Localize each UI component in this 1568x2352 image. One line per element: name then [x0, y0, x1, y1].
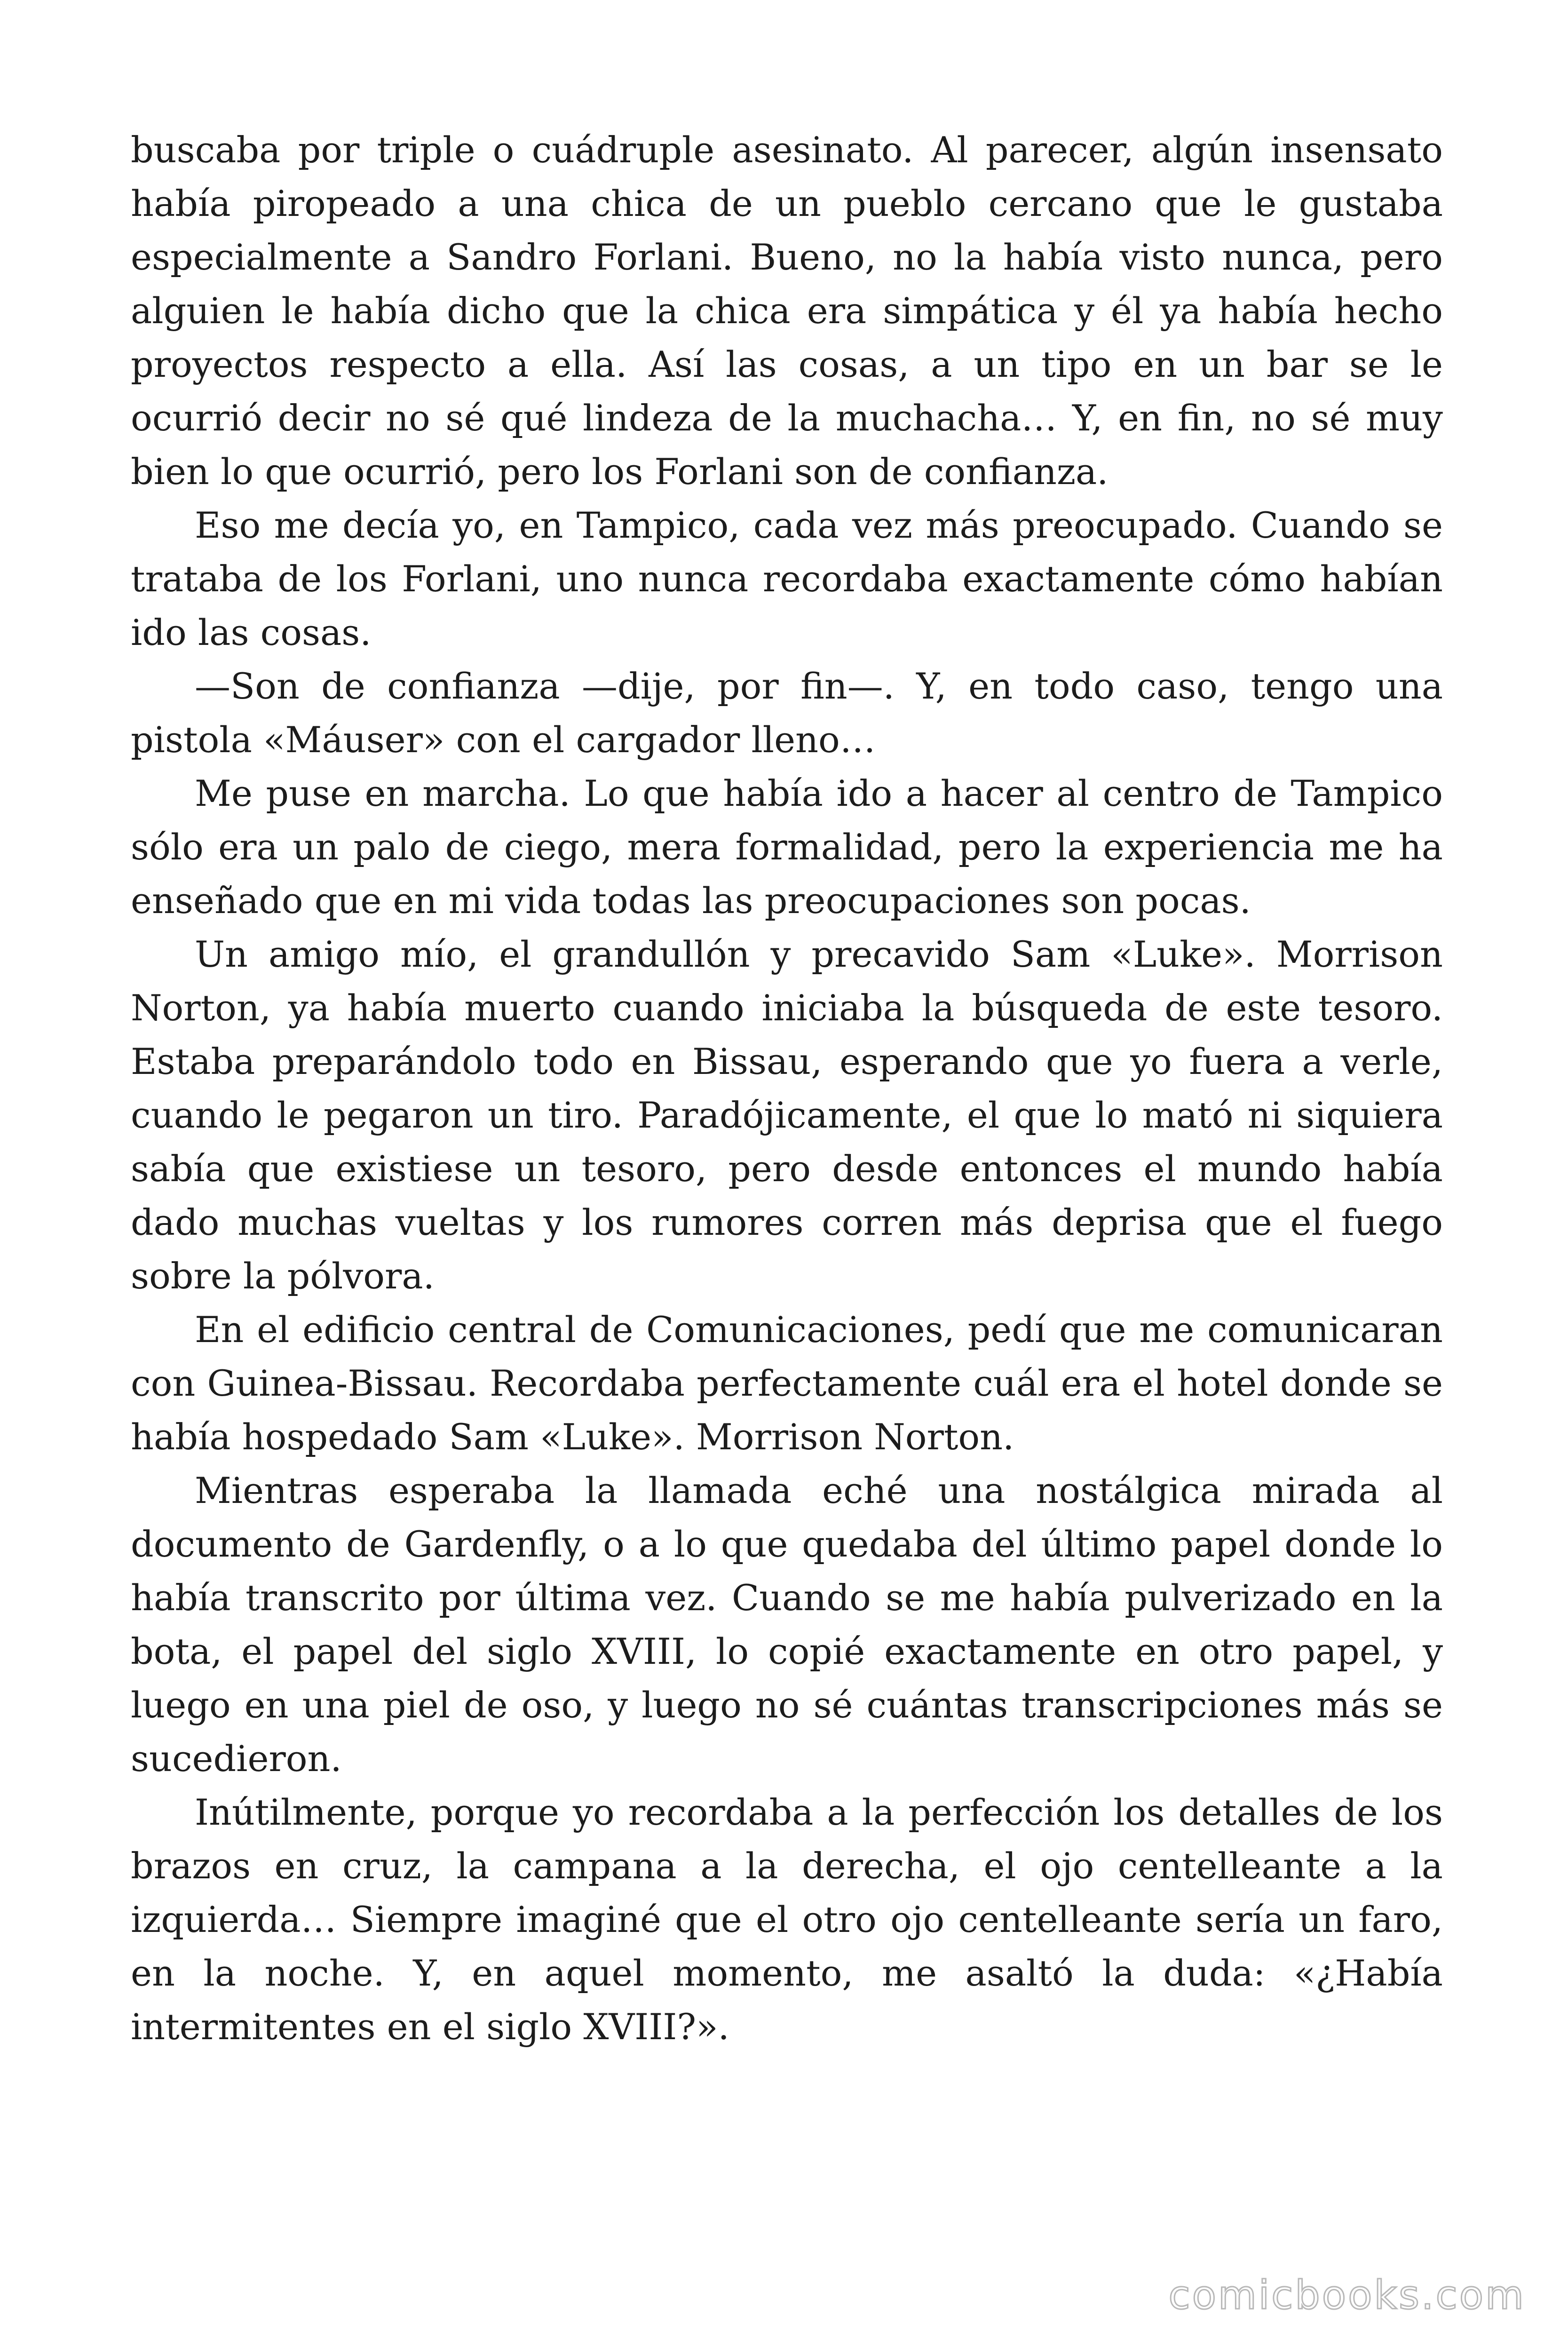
paragraph-1: buscaba por triple o cuádruple asesinato. Al parecer, algún insensato había piropeado a una chica de un pueblo cercano que le gustaba especialmente a Sandro Forlani. Bueno, no la había visto nunca, pero alguien le había dicho que la chica era simpática y él ya había hecho proyectos respecto a ella. Así las cosas, a un tipo en un bar se le ocurrió decir no sé qué lindeza de la muchacha… Y, en fin, no sé muy bien lo que ocurrió, pero los Forlani son de confianza. — [131, 129, 1443, 493]
watermark: comicbooks.com — [1168, 2272, 1526, 2318]
paragraph-8: Inútilmente, porque yo recordaba a la perfección los detalles de los brazos en cruz, la campana a la derecha, el ojo centelleante a la izquierda… Siempre imaginé que el otro ojo centelleante sería un faro, en la noche. Y, en aquel momento, me asaltó la duda: «¿Había intermitentes en el siglo XVIII?». — [131, 1791, 1443, 2048]
book-page — [131, 123, 1443, 2054]
paragraph-4: Me puse en marcha. Lo que había ido a hacer al centro de Tampico sólo era un palo de ciego, mera formalidad, pero la experiencia me ha enseñado que en mi vida todas las preocupaciones son pocas. — [131, 772, 1443, 922]
paragraph-7: Mientras esperaba la llamada eché una nostálgica mirada al documento de Gardenfly, o a lo que quedaba del último papel donde lo había transcrito por última vez. Cuando se me había pulverizado en la bota, el papel del siglo XVIII, lo copié exactamente en otro papel, y luego en una piel de oso, y luego no sé cuántas transcripciones más se sucedieron. — [131, 1470, 1443, 1780]
paragraph-5: Un amigo mío, el grandullón y precavido Sam «Luke». Morrison Norton, ya había muerto cuando iniciaba la búsqueda de este tesoro. Estaba preparándolo todo en Bissau, esperando que yo fuera a verle, cuando le pegaron un tiro. Paradójicamente, el que lo mató ni siquiera sabía que existiese un tesoro, pero desde entonces el mundo había dado muchas vueltas y los rumores corren más deprisa que el fuego sobre la pólvora. — [131, 933, 1443, 1297]
paragraph-2: Eso me decía yo, en Tampico, cada vez más preocupado. Cuando se trataba de los Forlani, uno nunca recordaba exactamente cómo habían ido las cosas. — [131, 504, 1443, 653]
paragraph-3: —Son de confianza —dije, por fin—. Y, en todo caso, tengo una pistola «Máuser» con el cargador lleno… — [131, 665, 1443, 761]
paragraph-6: En el edificio central de Comunicaciones, pedí que me comunicaran con Guinea-Bissau. Recordaba perfectamente cuál era el hotel donde se había hospedado Sam «Luke». Morrison Norton. — [131, 1309, 1443, 1458]
